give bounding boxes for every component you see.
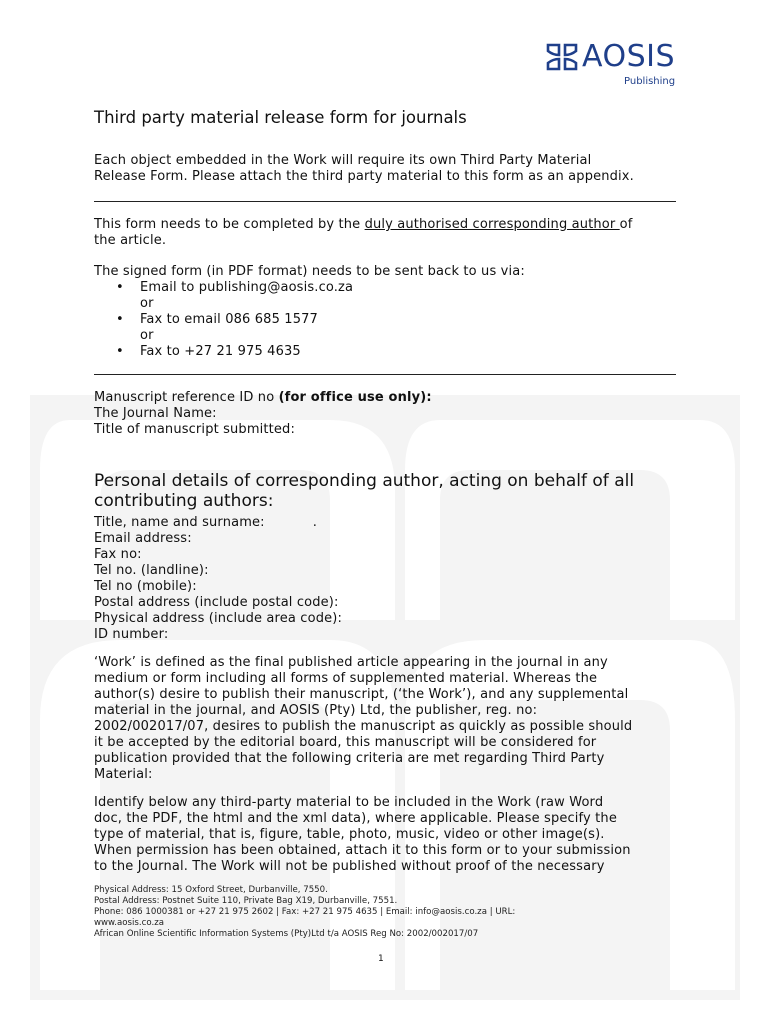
divider [94,374,676,375]
list-item: • Fax to +27 21 975 4635 [94,344,674,360]
aosis-logo [545,39,680,90]
paragraph-line: author(s) desire to publish their manuscript, (‘the Work’), and any supplemental [94,687,629,702]
list-item: or [140,296,154,311]
journal-name-label: The Journal Name: [94,406,217,421]
submission-instructions [94,264,674,360]
personal-details-fields [94,515,654,643]
manuscript-title-label: Title of manuscript submitted: [94,422,295,437]
fax-field-label: Fax no: [94,547,142,562]
list-item: • Fax to email 086 685 1577 [94,312,674,328]
page-title: Third party material release form for journals [94,108,467,127]
intro-line: Release Form. Please attach the third party material to this form as an appendix. [94,169,634,184]
paragraph-line: Identify below any third-party material to be included in the Work (raw Word [94,795,604,810]
office-use-note: (for office use only): [278,390,432,405]
logo-subtitle: Publishing [624,76,676,87]
page-number: 1 [378,954,384,964]
list-item: or [140,328,154,343]
postal-address-label: Postal address (include postal code): [94,595,339,610]
name-field-value: . [312,515,317,530]
paragraph-line: it be accepted by the editorial board, this manuscript will be considered for [94,735,597,750]
divider [94,201,676,202]
manuscript-references [94,390,684,438]
paragraph-line: type of material, that is, figure, table, photo, music, video or other image(s). [94,827,605,842]
completion-line: the article. [94,233,167,248]
completion-text: This form needs to be completed by the [94,217,365,232]
footer-line: Physical Address: 15 Oxford Street, Durbanville, 7550. [94,885,328,895]
heading-line: contributing authors: [94,491,274,511]
paragraph-line: ‘Work’ is defined as the final published article appearing in the journal in any [94,655,608,670]
paragraph-line: Material: [94,767,153,782]
paragraph-line: material in the journal, and AOSIS (Pty) Ltd, the publisher, reg. no: [94,703,538,718]
intro-paragraph [94,153,694,185]
name-field-label: Title, name and surname: [94,515,265,530]
list-item: • Email to publishing@aosis.co.za [94,280,674,296]
paragraph-line: 2002/002017/07, desires to publish the manuscript as quickly as possible should [94,719,633,734]
aosis-emblem-icon [545,42,579,72]
paragraph-line: doc, the PDF, the html and the xml data), where applicable. Please specify the [94,811,617,826]
completion-text-end: of [619,217,633,232]
identify-material-paragraph [94,795,678,875]
authorised-author-link: duly authorised corresponding author [364,217,620,232]
intro-line: Each object embedded in the Work will require its own Third Party Material [94,153,592,168]
paragraph-line: medium or form including all forms of supplemented material. Whereas the [94,671,598,686]
work-definition-paragraph [94,655,678,783]
submission-heading: The signed form (in PDF format) needs to be sent back to us via: [94,264,525,279]
footer-line: Phone: 086 1000381 or +27 21 975 2602 | Fax: +27 21 975 4635 | Email: info@aosis.co.za | URL: [94,907,516,917]
page-footer [94,885,654,940]
landline-field-label: Tel no. (landline): [94,563,209,578]
footer-line: Postal Address: Postnet Suite 110, Private Bag X19, Durbanville, 7551. [94,896,398,906]
paragraph-line: publication provided that the following criteria are met regarding Third Party [94,751,605,766]
submission-methods-list [94,280,674,360]
manuscript-id-label: Manuscript reference ID no [94,390,279,405]
mobile-field-label: Tel no (mobile): [94,579,197,594]
paragraph-line: When permission has been obtained, attach it to this form or to your submission [94,843,631,858]
email-field-label: Email address: [94,531,192,546]
id-number-label: ID number: [94,627,169,642]
footer-line: www.aosis.co.za [94,918,164,928]
personal-details-heading [94,471,694,511]
footer-line: African Online Scientific Information Systems (Pty)Ltd t/a AOSIS Reg No: 2002/002017/07 [94,929,479,939]
logo-brand-text: AOSIS [582,39,676,74]
physical-address-label: Physical address (include area code): [94,611,342,626]
heading-line: Personal details of corresponding author, acting on behalf of all [94,471,635,491]
paragraph-line: to the Journal. The Work will not be published without proof of the necessary [94,859,605,874]
completion-note [94,217,684,249]
